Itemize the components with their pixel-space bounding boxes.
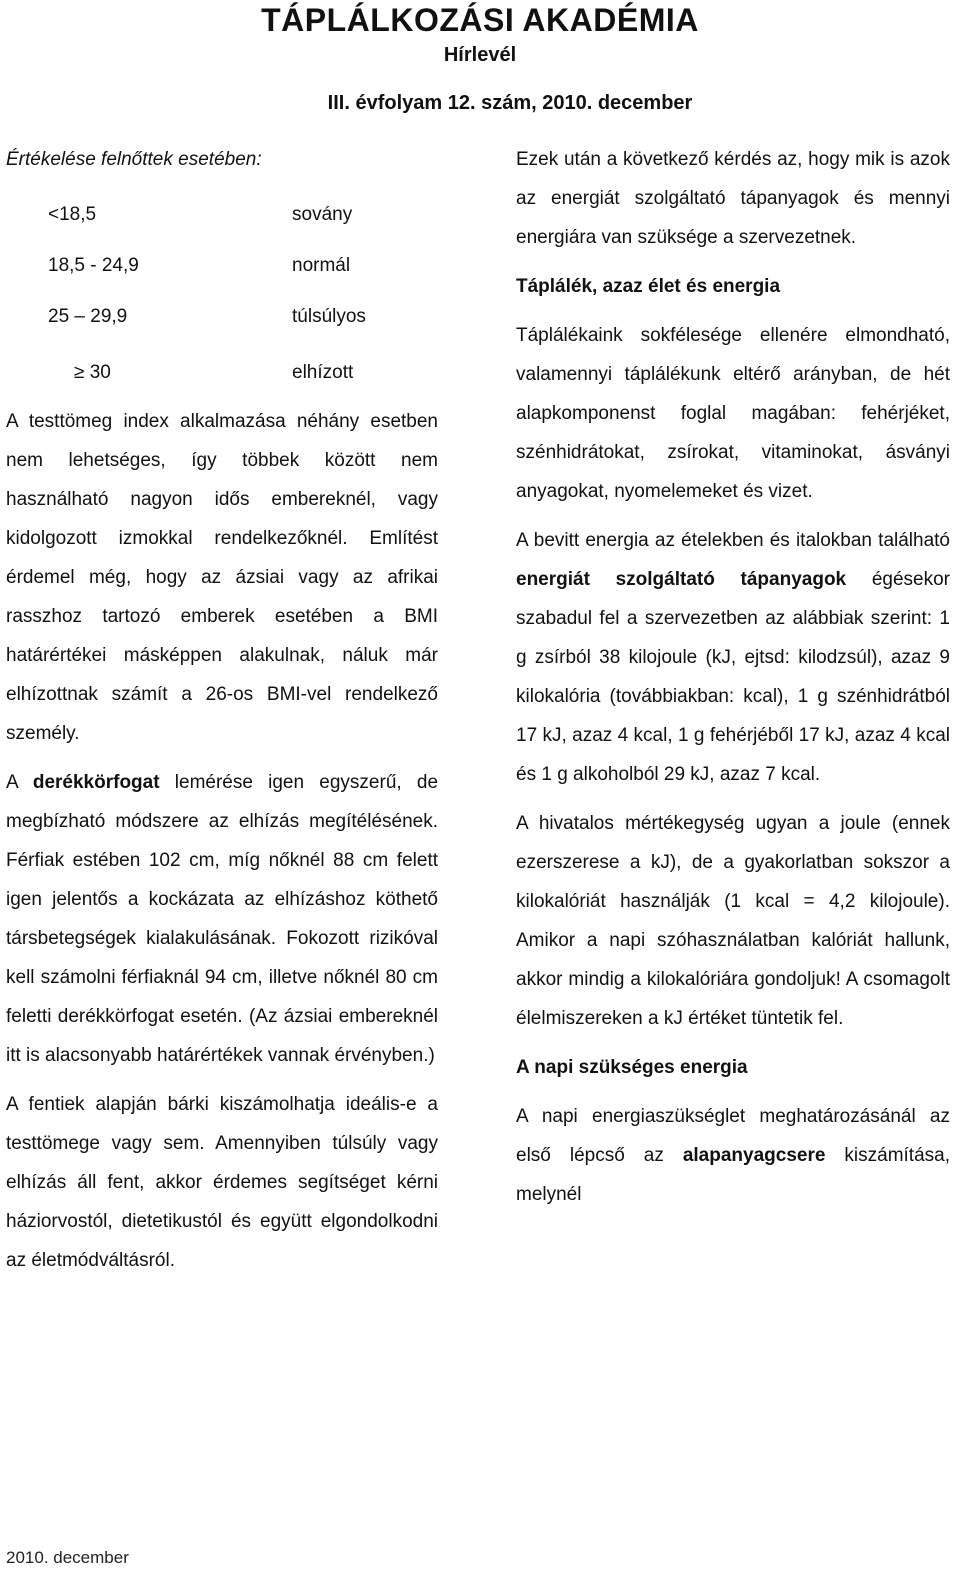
waist-circumference-paragraph — [6, 763, 438, 1075]
newsletter-title: TÁPLÁLKOZÁSI AKADÉMIA — [261, 2, 699, 38]
bmi-row — [6, 342, 438, 402]
section-heading: Táplálék, azaz élet és energia — [516, 276, 781, 297]
bmi-range: <18,5 — [48, 204, 97, 225]
left-column — [6, 140, 438, 1280]
bmi-row — [6, 240, 438, 291]
bmi-category: normál — [292, 255, 351, 276]
footer-date: 2010. december — [6, 1548, 129, 1567]
evaluation-heading: Értékelése felnőttek esetében: — [6, 149, 262, 170]
bmi-row — [6, 291, 438, 342]
emphasis: energiát szolgáltató tápanyagok — [516, 569, 847, 590]
bmi-category: elhízott — [292, 361, 354, 383]
text-span: égésekor szabadul fel a szervezetben az alábbiak szerint: 1 g zsírból 38 kilojoule (kJ, ejtsd: kilodzsúl), azaz 9 kilokalória (továbbiakban: kcal), 1 g szénhidrátból 17 kJ, azaz 4 kcal, 1 g fehérjéből 17 kJ, azaz 4 kcal és 1 g alkoholból 29 kJ, azaz 7 kcal. — [516, 569, 950, 785]
emphasis: alapanyagcsere — [682, 1145, 826, 1166]
text-span: A — [6, 772, 33, 793]
text-span: A napi energiaszükséglet meghatározásánál az első lépcső az — [516, 1106, 950, 1166]
bmi-row — [6, 189, 438, 240]
emphasis: derékkörfogat — [32, 772, 160, 793]
food-components-paragraph: Táplálékaink sokfélesége ellenére elmondható, valamennyi táplálékunk eltérő arányban, de hét alapkomponenst foglal magában: fehérjéket, szénhidrátokat, zsírokat, vitaminokat, ásványi anyagokat, nyomelemeket és vizet. — [516, 325, 950, 502]
units-paragraph: A hivatalos mértékegység ugyan a joule (ennek ezerszerese a kJ), de a gyakorlatban sokszor a kilokalóriát használják (1 kcal = 4,2 kilojoule). Amikor a napi szóhasználatban kalóriát hallunk, akkor mindig a kilokalóriára gondoljuk! A csomagolt élelmiszereken a kJ értéket tüntetik fel. — [516, 813, 950, 1029]
newsletter-subtitle: Hírlevél — [443, 44, 517, 66]
energy-nutrients-paragraph — [516, 521, 950, 794]
bmi-range: 25 – 29,9 — [48, 306, 128, 327]
text-span: A bevitt energia az ételekben és italokban található — [516, 530, 950, 551]
text-span: kiszámítása, melynél — [516, 1145, 950, 1205]
bmi-range: ≥ 30 — [74, 361, 111, 383]
bmi-range: 18,5 - 24,9 — [48, 255, 139, 276]
intro-paragraph: Ezek után a következő kérdés az, hogy mik is azok az energiát szolgáltató tápanyagok és mennyi energiára van szüksége a szervezetnek. — [516, 149, 950, 248]
right-column — [516, 140, 950, 1214]
conclusion-paragraph: A fentiek alapján bárki kiszámolhatja ideális-e a testtömege vagy sem. Amennyiben túlsúly vagy elhízás áll fent, akkor érdemes segítséget kérni háziorvostól, dietetikustól és együtt elgondolkodni az életmódváltásról. — [6, 1094, 438, 1271]
bmi-table — [6, 189, 438, 402]
bmi-limitations-paragraph: A testtömeg index alkalmazása néhány esetben nem lehetséges, így többek között nem használható nagyon idős embereknél, vagy kidolgozott izmokkal rendelkezőknél. Említést érdemel még, hogy az ázsiai vagy az afrikai rasszhoz tartozó emberek esetében a BMI határértékei másképpen alakulnak, náluk már elhízottnak számít a 26-os BMI-vel rendelkező személy. — [6, 411, 438, 744]
bmi-category: túlsúlyos — [292, 306, 366, 327]
text-span: lemérése igen egyszerű, de megbízható módszere az elhízás megítélésének. Férfiak estében 102 cm, míg nőknél 88 cm felett igen jelentős a kockázata az elhízáshoz köthető társbetegségek kialakulásának. Fokozott rizikóval kell számolni férfiaknál 94 cm, illetve nőknél 80 cm feletti derékkörfogat esetén. (Az ázsiai embereknél itt is alacsonyabb határértékek vannak érvényben.) — [6, 772, 439, 1066]
issue-line: III. évfolyam 12. szám, 2010. december — [327, 92, 693, 114]
daily-energy-paragraph — [516, 1097, 950, 1214]
section-heading: A napi szükséges energia — [516, 1057, 748, 1078]
bmi-category: sovány — [292, 204, 353, 225]
